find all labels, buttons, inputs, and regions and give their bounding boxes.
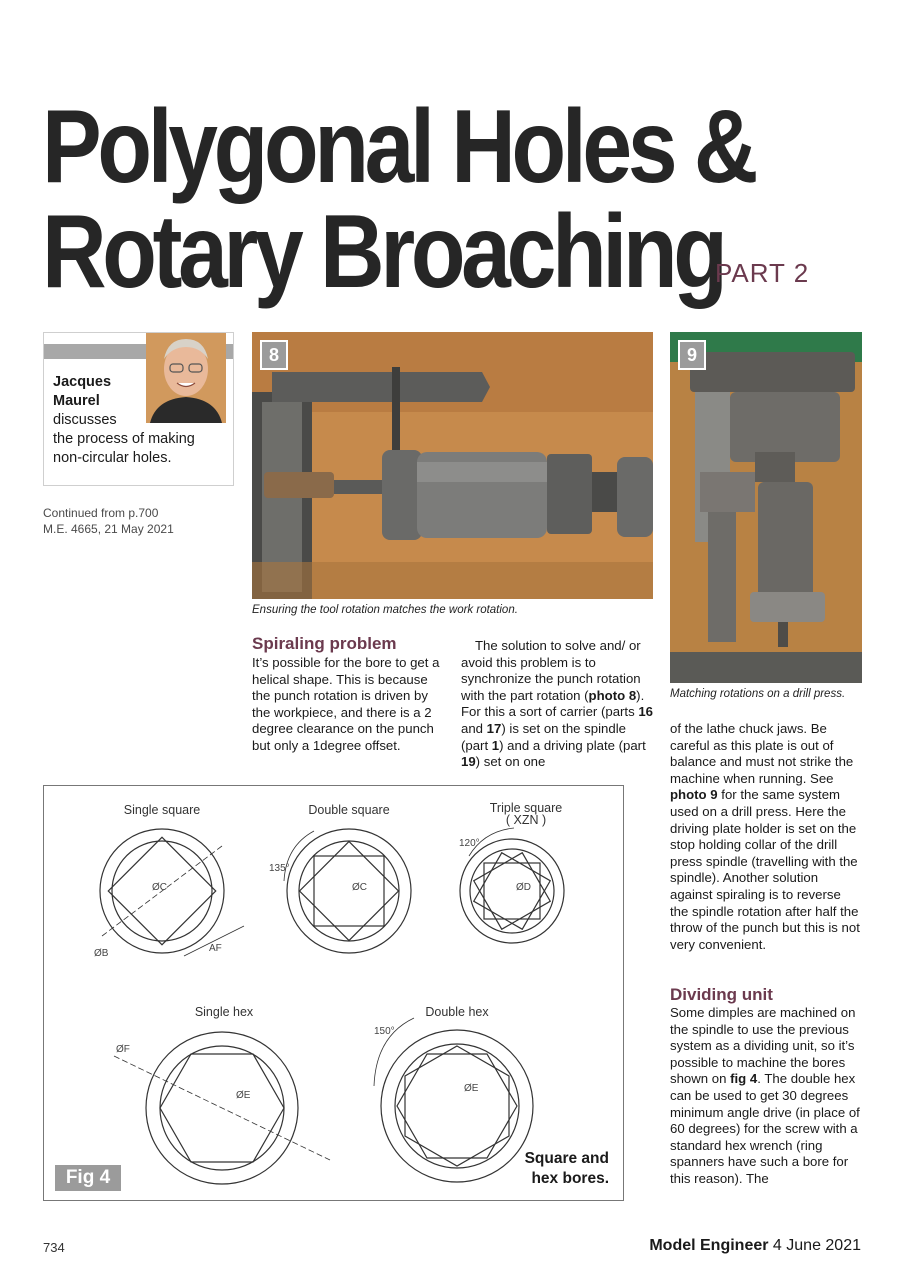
fig4-dim-double-square-angle: 135° xyxy=(269,863,290,874)
heading-spiraling-problem: Spiraling problem xyxy=(252,634,397,653)
author-first-name: Jacques xyxy=(53,374,112,390)
fig4-dim-single-hex-e: ØE xyxy=(236,1090,251,1101)
heading-dividing-unit: Dividing unit xyxy=(670,985,773,1004)
fig4-dim-single-hex-f: ØF xyxy=(116,1044,130,1055)
fig4-label: Fig 4 xyxy=(55,1165,121,1191)
col2-t3: and xyxy=(461,720,487,736)
fig4-title-triple-square: Triple square xyxy=(489,801,563,815)
col3-t1: of the lathe chuck jaws. Be careful as this plate is out of balance and must not strike the machine when running. See xyxy=(670,721,854,786)
fig4-dim-double-square-c: ØC xyxy=(352,882,367,893)
figure-4 xyxy=(43,785,624,1201)
article-title-line-2: Rotary Broaching xyxy=(42,194,724,310)
fig4-caption-line-1: Square and xyxy=(524,1150,609,1167)
col2-b5: 19 xyxy=(461,754,476,770)
fig4-dim-triple-square-d: ØD xyxy=(516,882,531,893)
author-tagline-2: the process of making xyxy=(53,431,195,447)
fig4-dim-double-hex-e: ØE xyxy=(464,1083,479,1094)
fig4-dim-single-square-c: ØC xyxy=(152,882,167,893)
fig4-dim-single-square-b: ØB xyxy=(94,948,109,959)
col2-t4: ) is set on the spindle (part xyxy=(461,720,626,753)
part-label: PART 2 xyxy=(715,258,810,288)
author-tagline-1: discusses xyxy=(53,412,117,428)
continued-line-1: Continued from p.700 xyxy=(43,506,159,520)
col2-t2: ). For this a sort of carrier (parts xyxy=(461,687,645,720)
fig4-title-single-hex: Single hex xyxy=(194,1005,254,1019)
author-tagline-3: non-circular holes. xyxy=(53,450,172,466)
fig4-caption xyxy=(525,1149,609,1189)
photo-8-caption: Ensuring the tool rotation matches the work rotation. xyxy=(252,604,518,616)
footer-magazine: Model Engineer xyxy=(649,1237,769,1254)
col2-b1: photo 8 xyxy=(588,687,637,703)
col2-paragraph xyxy=(461,638,655,771)
fig4-dim-triple-square-angle: 120° xyxy=(459,838,480,849)
column-2-text xyxy=(461,638,655,771)
photo-9-number: 9 xyxy=(678,340,706,370)
article-title-line-1: Polygonal Holes & xyxy=(42,89,755,205)
photo-9-caption: Matching rotations on a drill press. xyxy=(670,688,846,700)
figure-4-drawing xyxy=(44,786,623,1200)
column-3-text-2 xyxy=(670,1005,862,1188)
col1-paragraph: It’s possible for the bore to get a helical shape. This is because the punch rotation is driven by the workpiece, and there is a 2 degree clearance on the punch but only a 1degree offset. xyxy=(252,655,440,753)
fig4-subtitle-triple-square: ( XZN ) xyxy=(505,813,547,827)
fig4-title-single-square: Single square xyxy=(123,803,201,817)
col2-b4: 1 xyxy=(491,737,500,753)
col2-t5: ) and a driving plate (part xyxy=(499,737,646,753)
col3-t2: for the same system used on a drill press. Here the driving plate holder is set on the stop holding collar of the drill press spindle (travelling with the spindle). Another solution against spiraling is to reverse the spindle rotation after half the throw of the punch but this is not very convenient. xyxy=(670,787,860,952)
col2-b3: 17 xyxy=(486,720,502,736)
fig4-title-double-square: Double square xyxy=(308,803,390,817)
fig4-dim-double-hex-angle: 150° xyxy=(374,1026,395,1037)
fig4-dim-single-square-af: AF xyxy=(209,943,222,954)
col2-t6: ) set on one xyxy=(475,754,546,770)
col3-paragraph-1 xyxy=(670,721,862,953)
continued-line-2: M.E. 4665, 21 May 2021 xyxy=(43,522,174,536)
photo-8 xyxy=(252,332,653,599)
footer-date: 4 June 2021 xyxy=(772,1237,861,1254)
author-text xyxy=(53,373,233,468)
author-last-name: Maurel xyxy=(53,393,100,409)
col3-b2: fig 4 xyxy=(730,1071,758,1087)
photo-9 xyxy=(670,332,862,683)
author-box xyxy=(43,332,234,486)
col3-paragraph-2 xyxy=(670,1005,862,1188)
page-number: 734 xyxy=(43,1240,65,1255)
col3-t3: Some dimples are machined on the spindle to use the previous system as a dividing unit, so it’s possible to machine the bores shown on xyxy=(670,1005,856,1087)
col2-b2: 16 xyxy=(638,704,654,720)
continued-note xyxy=(43,505,174,537)
fig4-title-double-hex: Double hex xyxy=(425,1005,489,1019)
photo-8-image xyxy=(252,332,653,599)
col2-t1: The solution to solve and/ or avoid this problem is to synchronize the punch rotation with the part rotation ( xyxy=(461,638,641,703)
footer-publication xyxy=(649,1237,861,1255)
col3-b1: photo 9 xyxy=(670,787,718,803)
fig4-caption-line-2: hex bores. xyxy=(531,1170,609,1187)
column-1-text xyxy=(252,655,442,755)
col3-t4: . The double hex can be used to get 30 degrees minimum angle drive (in place of 60 degrees) for the screw with a standard hex wrench (ring spanners have such a bore for this reason). The xyxy=(670,1071,860,1186)
photo-9-image xyxy=(670,332,862,683)
photo-8-number: 8 xyxy=(260,340,288,370)
column-3-text xyxy=(670,721,862,953)
